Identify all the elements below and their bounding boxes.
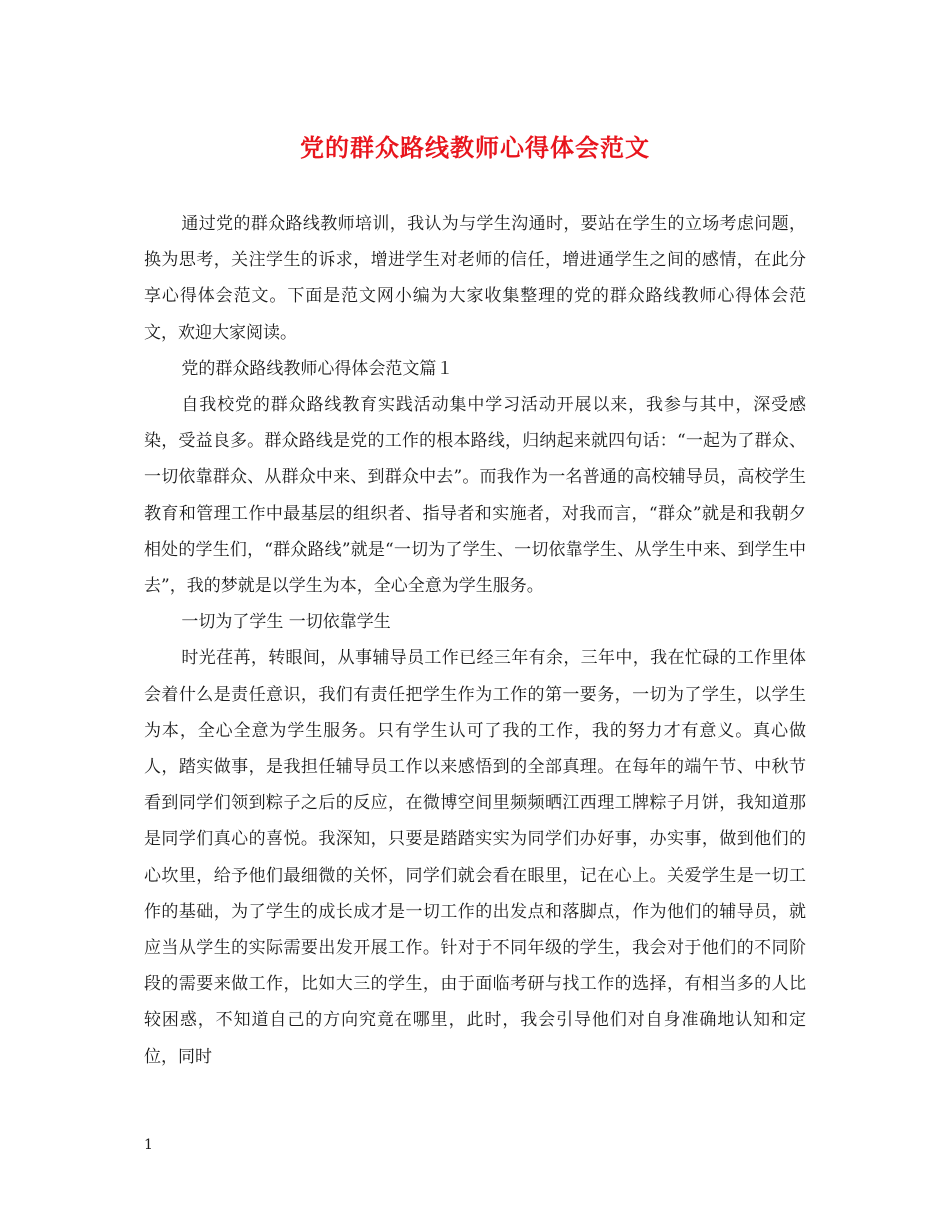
- intro-paragraph: 通过党的群众路线教师培训，我认为与学生沟通时，要站在学生的立场考虑问题，换为思考，关注学生的诉求，增进学生对老师的信任，增进通学生之间的感情，在此分享心得体会范文。下面是范文网小编为大家收集整理的党的群众路线教师心得体会范文，欢迎大家阅读。: [144, 214, 806, 343]
- document-body: [144, 206, 806, 1075]
- page-number: 1: [144, 1137, 153, 1153]
- document-title: 党的群众路线教师心得体会范文: [300, 133, 650, 162]
- subsection-heading: 一切为了学生 一切依靠学生: [181, 612, 391, 633]
- body-paragraph: 时光荏苒，转眼间，从事辅导员工作已经三年有余，三年中，我在忙碌的工作里体会着什么是责任意识，我们有责任把学生作为工作的第一要务，一切为了学生，以学生为本，全心全意为学生服务。只有学生认可了我的工作，我的努力才有意义。真心做人，踏实做事，是我担任辅导员工作以来感悟到的全部真理。在每年的端午节、中秋节看到同学们领到粽子之后的反应，在微博空间里频频晒江西理工牌粽子月饼，我知道那是同学们真心的喜悦。我深知，只要是踏踏实实为同学们办好事，办实事，做到他们的心坎里，给予他们最细微的关怀，同学们就会看在眼里，记在心上。关爱学生是一切工作的基础，为了学生的成长成才是一切工作的出发点和落脚点，作为他们的辅导员，就应当从学生的实际需要出发开展工作。针对于不同年级的学生，我会对于他们的不同阶段的需要来做工作，比如大三的学生，由于面临考研与找工作的选择，有相当多的人比较困惑，不知道自己的方向究竟在哪里，此时，我会引导他们对自身准确地认知和定位，同时: [144, 648, 806, 1067]
- section-heading: 党的群众路线教师心得体会范文篇１: [181, 358, 454, 379]
- body-paragraph: 自我校党的群众路线教育实践活动集中学习活动开展以来，我参与其中，深受感染，受益良多。群众路线是党的工作的根本路线，归纳起来就四句话：“一起为了群众、一切依靠群众、从群众中来、到群众中去”。而我作为一名普通的高校辅导员，高校学生教育和管理工作中最基层的组织者、指导者和实施者，对我而言，“群众”就是和我朝夕相处的学生们，“群众路线”就是“一切为了学生、一切依靠学生、从学生中来、到学生中去”，我的梦就是以学生为本，全心全意为学生服务。: [144, 395, 806, 597]
